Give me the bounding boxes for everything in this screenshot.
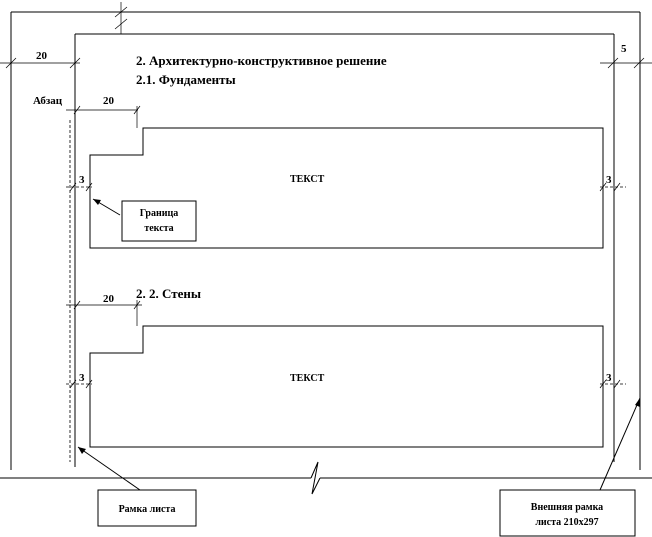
left-margin-dimension: [0, 50, 80, 68]
inner-sheet-frame: [75, 34, 614, 467]
subsection-heading-walls: 2. 2. Стены: [136, 286, 202, 301]
text-border-callout: [93, 199, 196, 241]
outer-frame-label-line1: Внешняя рамка: [530, 502, 604, 513]
right-margin-dimension: [600, 43, 652, 68]
outer-frame-label-line2: листа 210х297: [535, 517, 599, 528]
text-block-1-label: ТЕКСТ: [290, 174, 325, 185]
text-block-2-label: ТЕКСТ: [290, 373, 325, 384]
text-gap-dimension-1: [66, 174, 626, 191]
section-heading: 2. Архитектурно-конструктивное решение: [136, 53, 387, 68]
outer-frame-callout: [500, 398, 640, 536]
text-gap-right-1: 3: [606, 174, 612, 186]
text-border-label-line1: Граница: [139, 208, 179, 219]
indent-value-2: 20: [103, 293, 114, 305]
text-gap-right-2: 3: [606, 372, 612, 384]
sheet-frame-callout: [78, 447, 196, 526]
right-margin-value: 5: [621, 43, 627, 55]
sheet-frame-label: Рамка листа: [118, 504, 176, 515]
text-gap-left-1: 3: [79, 174, 85, 186]
outer-sheet-frame: [11, 12, 640, 470]
top-margin-dimension: [115, 2, 127, 34]
text-border-label-line2: текста: [144, 223, 174, 234]
sheet-break-line: [0, 462, 652, 494]
paragraph-label: Абзац: [33, 95, 63, 107]
paragraph-indent-dimension-1: [33, 95, 140, 128]
text-gap-left-2: 3: [79, 372, 85, 384]
subsection-heading-foundations: 2.1. Фундаменты: [136, 72, 236, 87]
paragraph-indent-dimension-2: [66, 293, 142, 326]
left-margin-value: 20: [36, 50, 47, 62]
text-gap-dimension-2: [66, 372, 626, 388]
text-block-2: [90, 326, 603, 447]
indent-value-1: 20: [103, 95, 114, 107]
